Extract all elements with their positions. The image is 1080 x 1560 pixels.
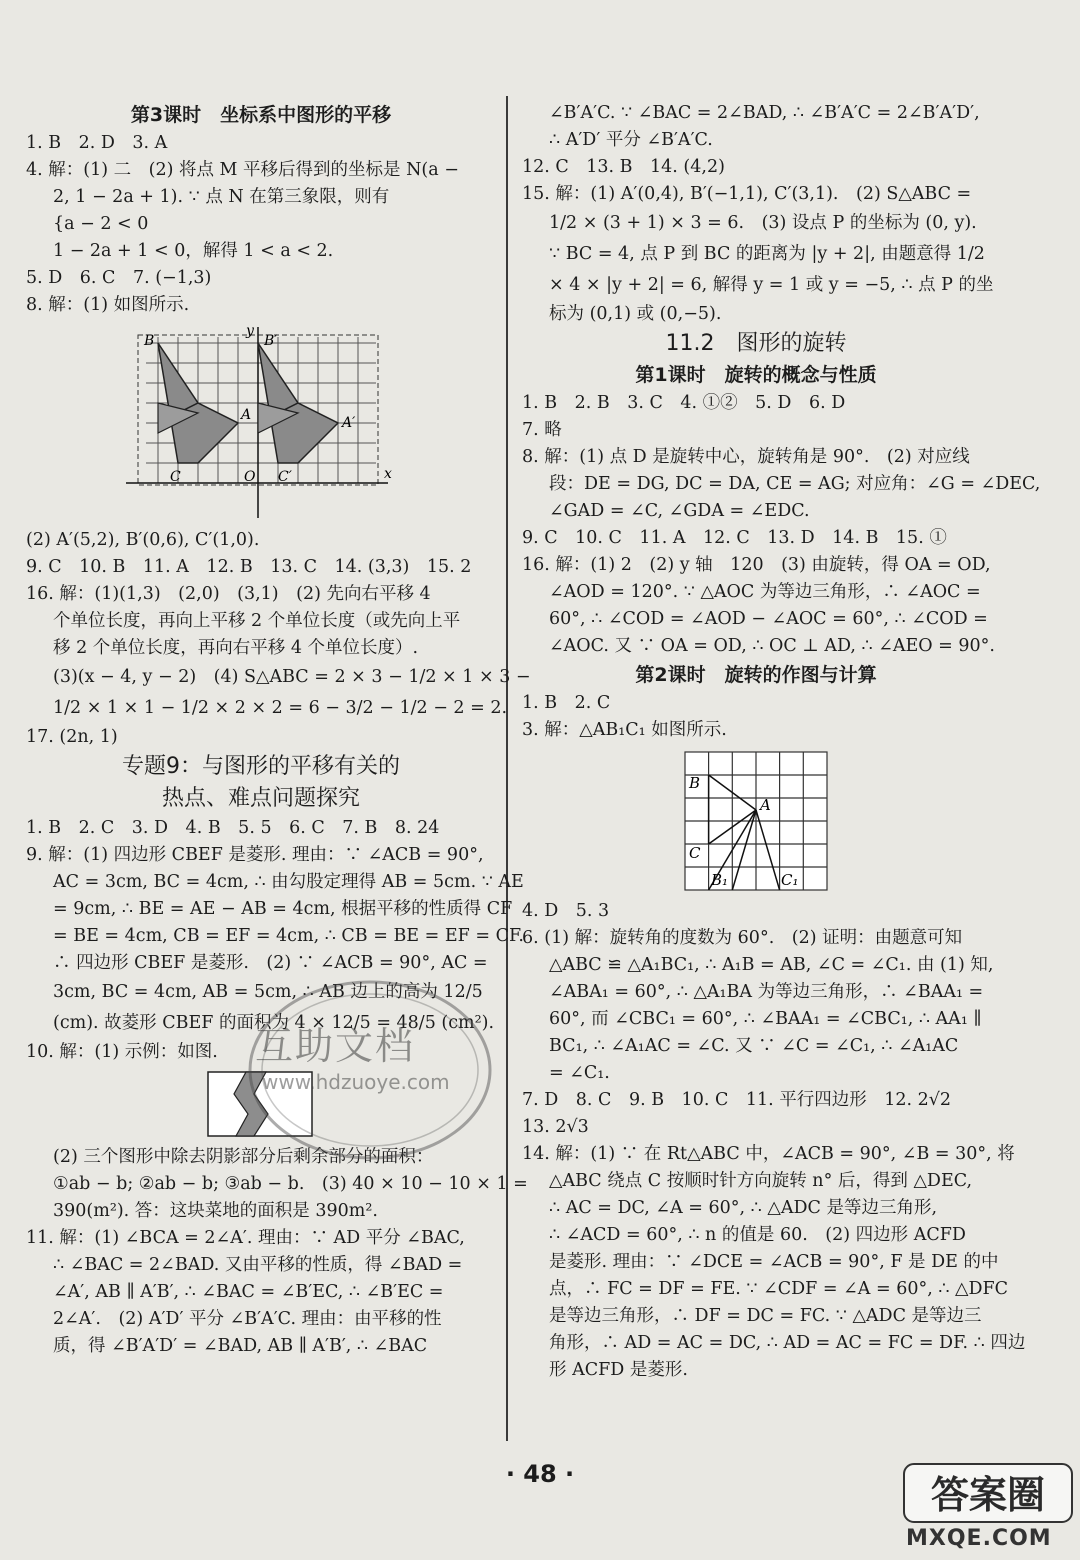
text-line: 3. 解：△AB₁C₁ 如图所示. xyxy=(522,720,727,740)
text-line: 60°, ∴ ∠COD = ∠AOD − ∠AOC = 60°, ∴ ∠COD = xyxy=(549,609,988,629)
text-line: 段：DE = DG, DC = DA, CE = AG; 对应角：∠G = ∠DEC, xyxy=(549,474,1041,494)
text-line: 标为 (0,1) 或 (0,−5). xyxy=(549,304,722,324)
watermark-center-url: www.hdzuoye.com xyxy=(262,1070,450,1094)
lesson2-title: 第2课时 旋转的作图与计算 xyxy=(635,664,877,686)
text-line: 个单位长度，再向上平移 2 个单位长度（或先向上平 xyxy=(53,611,461,631)
label-b-prime: B′ xyxy=(264,333,278,349)
text-line: 4. D 5. 3 xyxy=(522,901,610,921)
text-line: ①ab − b; ②ab − b; ③ab − b. (3) 40 × 10 − 10 × 1 = xyxy=(53,1174,528,1194)
text-line: ∴ AC = DC, ∠A = 60°, ∴ △ADC 是等边三角形, xyxy=(549,1198,938,1218)
right-column xyxy=(522,100,1041,1384)
rotation-grid-figure xyxy=(681,748,831,894)
label-y: y xyxy=(246,323,254,339)
label-b1: B₁ xyxy=(711,871,729,889)
text-line: 点，∴ FC = DF = FE. ∵ ∠CDF = ∠A = 60°, ∴ △DFC xyxy=(549,1279,1009,1299)
text-line: BC₁, ∴ ∠A₁AC = ∠C. 又 ∵ ∠C = ∠C₁, ∴ ∠A₁AC xyxy=(549,1036,959,1056)
label-c: C xyxy=(689,844,701,862)
text-line: 13. 2√3 xyxy=(522,1117,589,1137)
text-line: 2∠A′. (2) A′D′ 平分 ∠B′A′C. 理由：由平移的性 xyxy=(53,1309,442,1329)
text-line: ∴ 四边形 CBEF 是菱形. (2) ∵ ∠ACB = 90°, AC = xyxy=(53,953,488,973)
column-divider xyxy=(506,96,508,1441)
text-line: 移 2 个单位长度，再向右平移 4 个单位长度）. xyxy=(53,638,419,658)
label-origin: O xyxy=(244,469,256,485)
text-line: 10. 解：(1) 示例：如图. xyxy=(26,1042,218,1062)
text-line: 4. 解：(1) 二 (2) 将点 M 平移后得到的坐标是 N(a − xyxy=(26,160,459,180)
text-line: 1/2 × (3 + 1) × 3 = 6. (3) 设点 P 的坐标为 (0, y). xyxy=(549,213,977,233)
label-a: A xyxy=(760,796,771,814)
label-c: C xyxy=(170,469,181,485)
text-line: 5. D 6. C 7. (−1,3) xyxy=(26,268,212,288)
text-line: = BE = 4cm, CB = EF = 4cm, ∴ CB = BE = EF = CF. xyxy=(53,926,524,946)
text-line: 6. (1) 解：旋转角的度数为 60°. (2) 证明：由题意可知 xyxy=(522,928,963,948)
text-line: 9. 解：(1) 四边形 CBEF 是菱形. 理由：∵ ∠ACB = 90°, xyxy=(26,845,484,865)
label-x: x xyxy=(384,466,392,482)
text-line: = ∠C₁. xyxy=(549,1063,610,1083)
text-line: 17. (2n, 1) xyxy=(26,727,118,747)
text-line: ∠ABA₁ = 60°, ∴ △A₁BA 为等边三角形，∴ ∠BAA₁ = xyxy=(549,982,984,1002)
text-line: 2, 1 − 2a + 1). ∵ 点 N 在第三象限，则有 xyxy=(53,187,390,207)
text-line: = 9cm, ∴ BE = AE − AB = 4cm, 根据平移的性质得 CF xyxy=(53,899,513,919)
text-line: ∠B′A′C. ∵ ∠BAC = 2∠BAD, ∴ ∠B′A′C = 2∠B′A′D′, xyxy=(549,103,980,123)
text-line: 11. 解：(1) ∠BCA = 2∠A′. 理由：∵ AD 平分 ∠BAC, xyxy=(26,1228,465,1248)
text-line: 8. 解：(1) 如图所示. xyxy=(26,295,190,315)
label-b: B xyxy=(144,333,155,349)
text-line: × 4 × |y + 2| = 6, 解得 y = 1 或 y = −5, ∴ 点 P 的坐 xyxy=(549,275,994,295)
label-c-prime: C′ xyxy=(278,469,292,485)
text-line: △ABC 绕点 C 按顺时针方向旋转 n° 后，得到 △DEC, xyxy=(549,1171,973,1191)
text-line: 角形，∴ AD = AC = DC, ∴ AD = AC = FC = DF. ∴ 四边 xyxy=(549,1333,1026,1353)
text-line: ∴ A′D′ 平分 ∠B′A′C. xyxy=(549,130,713,150)
text-line: 1. B 2. D 3. A xyxy=(26,133,168,153)
text-line: 390(m²). 答：这块菜地的面积是 390m². xyxy=(53,1201,378,1221)
text-line: △ABC ≌ △A₁BC₁, ∴ A₁B = AB, ∠C = ∠C₁. 由 (1) 知, xyxy=(549,955,994,975)
text-line: 1. B 2. B 3. C 4. ①② 5. D 6. D xyxy=(522,393,846,413)
page-number: · 48 · xyxy=(505,1460,575,1488)
label-a-prime: A′ xyxy=(342,415,356,431)
text-line: 1. B 2. C xyxy=(522,693,611,713)
text-line: 9. C 10. B 11. A 12. B 13. C 14. (3,3) 15. 2 xyxy=(26,557,472,577)
watermark-corner-text: 答案圈 xyxy=(930,1472,1046,1517)
watermark-corner-url: MXQE.COM xyxy=(906,1526,1052,1551)
text-line: ∴ ∠BAC = 2∠BAD. 又由平移的性质，得 ∠BAD = xyxy=(53,1255,463,1275)
text-line: 是菱形. 理由：∵ ∠DCE = ∠ACB = 90°, F 是 DE 的中 xyxy=(549,1252,999,1272)
text-line: ∴ ∠ACD = 60°, ∴ n 的值是 60. (2) 四边形 ACFD xyxy=(549,1225,966,1245)
text-line: (cm). 故菱形 CBEF 的面积为 4 × 12/5 = 48/5 (cm²). xyxy=(53,1013,495,1033)
text-line: (2) A′(5,2), B′(0,6), C′(1,0). xyxy=(26,530,260,550)
text-line: 1 − 2a + 1 < 0，解得 1 < a < 2. xyxy=(53,241,334,261)
text-line: 形 ACFD 是菱形. xyxy=(549,1360,688,1380)
text-line: {a − 2 < 0 xyxy=(53,214,149,234)
text-line: 7. 略 xyxy=(522,420,562,440)
text-line: 12. C 13. B 14. (4,2) xyxy=(522,157,725,177)
label-c1: C₁ xyxy=(781,871,799,889)
lesson1-title: 第1课时 旋转的概念与性质 xyxy=(635,364,877,386)
label-b: B xyxy=(689,774,701,792)
text-line: 3cm, BC = 4cm, AB = 5cm, ∴ AB 边上的高为 12/5 xyxy=(53,982,483,1002)
text-line: ∵ BC = 4, 点 P 到 BC 的距离为 |y + 2|, 由题意得 1/2 xyxy=(549,244,985,264)
left-column xyxy=(26,100,531,1360)
text-line: ∠AOD = 120°. ∵ △AOC 为等边三角形，∴ ∠AOC = xyxy=(549,582,981,602)
text-line: ∠GAD = ∠C, ∠GDA = ∠EDC. xyxy=(549,501,810,521)
lesson3-title: 第3课时 坐标系中图形的平移 xyxy=(130,104,392,126)
translation-grid-figure xyxy=(126,323,396,523)
text-line: 是等边三角形，∴ DF = DC = FC. ∵ △ADC 是等边三 xyxy=(549,1306,982,1326)
text-line: 14. 解：(1) ∵ 在 Rt△ABC 中，∠ACB = 90°, ∠B = 30°, 将 xyxy=(522,1144,1015,1164)
text-line: ∠AOC. 又 ∵ OA = OD, ∴ OC ⊥ AD, ∴ ∠AEO = 90°. xyxy=(549,636,995,656)
text-line: 9. C 10. C 11. A 12. C 13. D 14. B 15. ① xyxy=(522,528,947,548)
text-line: 60°, 而 ∠CBC₁ = 60°, ∴ ∠BAA₁ = ∠CBC₁, ∴ AA₁ ∥ xyxy=(549,1009,982,1029)
text-line: 1/2 × 1 × 1 − 1/2 × 2 × 2 = 6 − 3/2 − 1/2 − 2 = 2. xyxy=(53,698,508,718)
text-line: (2) 三个图形中除去阴影部分后剩余部分的面积： xyxy=(53,1147,434,1167)
text-line: 质，得 ∠B′A′D′ = ∠BAD, AB ∥ A′B′, ∴ ∠BAC xyxy=(53,1336,428,1356)
label-a: A xyxy=(241,407,252,423)
text-line: 8. 解：(1) 点 D 是旋转中心，旋转角是 90°. (2) 对应线 xyxy=(522,447,970,467)
topic9-title-line2: 热点、难点问题探究 xyxy=(161,786,360,811)
text-line: 7. D 8. C 9. B 10. C 11. 平行四边形 12. 2√2 xyxy=(522,1090,952,1110)
text-line: 15. 解：(1) A′(0,4), B′(−1,1), C′(3,1). (2) S△ABC = xyxy=(522,184,972,204)
text-line: AC = 3cm, BC = 4cm, ∴ 由勾股定理得 AB = 5cm. ∵ AE xyxy=(53,872,524,892)
text-line: (3)(x − 4, y − 2) (4) S△ABC = 2 × 3 − 1/2 × 1 × 3 − xyxy=(53,667,531,687)
topic9-title-line1: 专题9：与图形的平移有关的 xyxy=(122,754,400,779)
text-line: 1. B 2. C 3. D 4. B 5. 5 6. C 7. B 8. 24 xyxy=(26,818,440,838)
watermark-center-text: 互助文档 xyxy=(255,1024,416,1068)
section-11-2-title: 11.2 图形的旋转 xyxy=(665,331,847,356)
text-line: 16. 解：(1)(1,3) (2,0) (3,1) (2) 先向右平移 4 xyxy=(26,584,431,604)
text-line: ∠A′, AB ∥ A′B′, ∴ ∠BAC = ∠B′EC, ∴ ∠B′EC = xyxy=(53,1282,444,1302)
text-line: 16. 解：(1) 2 (2) y 轴 120 (3) 由旋转，得 OA = OD, xyxy=(522,555,991,575)
